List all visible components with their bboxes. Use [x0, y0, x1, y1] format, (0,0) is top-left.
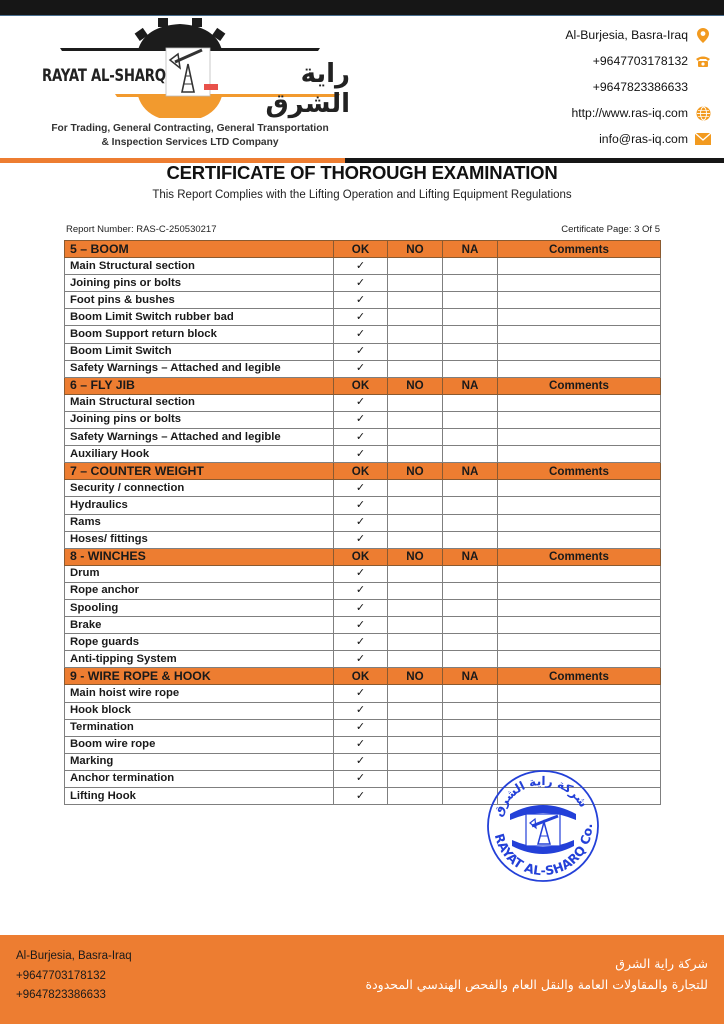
column-header-no: NO [388, 463, 443, 480]
ok-check-icon[interactable]: ✓ [334, 753, 388, 770]
company-stamp [478, 768, 608, 883]
na-cell[interactable] [443, 292, 498, 309]
table-row [65, 514, 661, 531]
footer-company-name-ar: شركة راية الشرق [615, 956, 708, 971]
item-label: Main hoist wire rope [65, 685, 334, 702]
comments-cell[interactable] [498, 394, 661, 411]
no-cell[interactable] [388, 582, 443, 599]
column-header-na: NA [443, 377, 498, 394]
location-pin-icon [694, 27, 712, 43]
item-label: Security / connection [65, 480, 334, 497]
stamp-seal-icon [478, 768, 608, 883]
contact-email-link[interactable]: info@ras-iq.com [599, 132, 688, 146]
item-label: Spooling [65, 599, 334, 616]
na-cell[interactable] [443, 480, 498, 497]
report-number: Report Number: RAS-C-250530217 [66, 224, 217, 235]
comments-cell[interactable] [498, 634, 661, 651]
no-cell[interactable] [388, 617, 443, 634]
table-row [65, 719, 661, 736]
ok-check-icon[interactable]: ✓ [334, 275, 388, 292]
no-cell[interactable] [388, 702, 443, 719]
top-bar [0, 0, 724, 16]
contact-website-link[interactable]: http://www.ras-iq.com [571, 106, 688, 120]
ok-check-icon[interactable]: ✓ [334, 582, 388, 599]
item-label: Termination [65, 719, 334, 736]
table-row [65, 702, 661, 719]
table-row [65, 343, 661, 360]
ok-check-icon[interactable]: ✓ [334, 258, 388, 275]
comments-cell[interactable] [498, 651, 661, 668]
na-cell[interactable] [443, 446, 498, 463]
na-cell[interactable] [443, 429, 498, 446]
certificate-page: Certificate Page: 3 Of 5 [561, 224, 660, 235]
column-header-na: NA [443, 548, 498, 565]
no-cell[interactable] [388, 634, 443, 651]
no-cell[interactable] [388, 753, 443, 770]
ok-check-icon[interactable]: ✓ [334, 343, 388, 360]
ok-check-icon[interactable]: ✓ [334, 565, 388, 582]
item-label: Joining pins or bolts [65, 275, 334, 292]
document-subtitle: This Report Complies with the Lifting Operation and Lifting Equipment Regulations [152, 189, 572, 201]
na-cell[interactable] [443, 343, 498, 360]
contact-phone-1[interactable] [452, 48, 712, 74]
comments-cell[interactable] [498, 275, 661, 292]
comments-cell[interactable] [498, 309, 661, 326]
item-label: Drum [65, 565, 334, 582]
document-title: CERTIFICATE OF THOROUGH EXAMINATION [166, 162, 558, 183]
no-cell[interactable] [388, 429, 443, 446]
comments-cell[interactable] [498, 258, 661, 275]
column-header-comments: Comments [498, 668, 661, 685]
table-row [65, 411, 661, 428]
section-title: 8 - WINCHES [65, 548, 334, 565]
ok-check-icon[interactable]: ✓ [334, 531, 388, 548]
comments-cell[interactable] [498, 292, 661, 309]
item-label: Main Structural section [65, 394, 334, 411]
na-cell[interactable] [443, 309, 498, 326]
column-header-no: NO [388, 668, 443, 685]
table-row [65, 394, 661, 411]
item-label: Anti-tipping System [65, 651, 334, 668]
section-title: 5 – BOOM [65, 241, 334, 258]
item-label: Rope guards [65, 634, 334, 651]
ok-check-icon[interactable]: ✓ [334, 719, 388, 736]
section-header-row [65, 377, 661, 394]
na-cell[interactable] [443, 565, 498, 582]
contact-website[interactable] [452, 100, 712, 126]
footer-contacts [16, 947, 132, 1006]
telephone-icon [694, 53, 712, 69]
ok-check-icon[interactable]: ✓ [334, 599, 388, 616]
na-cell[interactable] [443, 702, 498, 719]
company-logo [20, 18, 350, 153]
contact-phone-2-text[interactable]: +9647823386633 [592, 80, 688, 94]
item-label: Rams [65, 514, 334, 531]
stamp-arabic-text: شركة راية الشرق [490, 773, 591, 819]
section-title: 7 – COUNTER WEIGHT [65, 463, 334, 480]
comments-cell[interactable] [498, 343, 661, 360]
no-cell[interactable] [388, 326, 443, 343]
examination-table-body [65, 241, 661, 805]
comments-cell[interactable] [498, 531, 661, 548]
column-header-comments: Comments [498, 377, 661, 394]
comments-cell[interactable] [498, 497, 661, 514]
comments-cell[interactable] [498, 702, 661, 719]
na-cell[interactable] [443, 685, 498, 702]
na-cell[interactable] [443, 514, 498, 531]
comments-cell[interactable] [498, 326, 661, 343]
contact-phone-2[interactable] [452, 74, 712, 100]
no-cell[interactable] [388, 770, 443, 787]
table-row [65, 429, 661, 446]
no-cell[interactable] [388, 685, 443, 702]
table-row [65, 582, 661, 599]
no-cell[interactable] [388, 275, 443, 292]
footer-company-desc-ar: للتجارة والمقاولات العامة والنقل العام والفحص الهندسي المحدودة [365, 977, 708, 992]
no-cell[interactable] [388, 394, 443, 411]
no-cell[interactable] [388, 343, 443, 360]
logo-name-ar: راية الشرق [265, 59, 350, 119]
ok-check-icon[interactable]: ✓ [334, 446, 388, 463]
section-header-row [65, 668, 661, 685]
item-label: Hoses/ fittings [65, 531, 334, 548]
column-header-na: NA [443, 668, 498, 685]
comments-cell[interactable] [498, 617, 661, 634]
ok-check-icon[interactable]: ✓ [334, 788, 388, 805]
header-contacts [452, 22, 712, 152]
na-cell[interactable] [443, 736, 498, 753]
column-header-ok: OK [334, 463, 388, 480]
na-cell[interactable] [443, 634, 498, 651]
comments-cell[interactable] [498, 480, 661, 497]
item-label: Rope anchor [65, 582, 334, 599]
logo-name-en: RAYAT AL-SHARQ [42, 66, 166, 86]
item-label: Auxiliary Hook [65, 446, 334, 463]
item-label: Foot pins & bushes [65, 292, 334, 309]
globe-icon [694, 105, 712, 121]
no-cell[interactable] [388, 788, 443, 805]
no-cell[interactable] [388, 514, 443, 531]
na-cell[interactable] [443, 360, 498, 377]
column-header-comments: Comments [498, 548, 661, 565]
footer-phone-2[interactable]: +9647823386633 [16, 989, 106, 1001]
item-label: Safety Warnings – Attached and legible [65, 429, 334, 446]
na-cell[interactable] [443, 531, 498, 548]
ok-check-icon[interactable]: ✓ [334, 480, 388, 497]
table-row [65, 685, 661, 702]
examination-table [64, 240, 661, 805]
column-header-no: NO [388, 241, 443, 258]
table-row [65, 360, 661, 377]
no-cell[interactable] [388, 292, 443, 309]
ok-check-icon[interactable]: ✓ [334, 617, 388, 634]
no-cell[interactable] [388, 411, 443, 428]
item-label: Joining pins or bolts [65, 411, 334, 428]
no-cell[interactable] [388, 360, 443, 377]
item-label: Hydraulics [65, 497, 334, 514]
no-cell[interactable] [388, 531, 443, 548]
no-cell[interactable] [388, 651, 443, 668]
table-row [65, 309, 661, 326]
column-header-na: NA [443, 241, 498, 258]
comments-cell[interactable] [498, 514, 661, 531]
item-label: Marking [65, 753, 334, 770]
ok-check-icon[interactable]: ✓ [334, 685, 388, 702]
item-label: Hook block [65, 702, 334, 719]
no-cell[interactable] [388, 497, 443, 514]
na-cell[interactable] [443, 275, 498, 292]
footer-address: Al-Burjesia, Basra-Iraq [16, 950, 132, 962]
section-title: 9 - WIRE ROPE & HOOK [65, 668, 334, 685]
no-cell[interactable] [388, 719, 443, 736]
table-row [65, 736, 661, 753]
comments-cell[interactable] [498, 446, 661, 463]
no-cell[interactable] [388, 736, 443, 753]
contact-address [452, 22, 712, 48]
comments-cell[interactable] [498, 685, 661, 702]
no-cell[interactable] [388, 258, 443, 275]
stamp-english-text: RAYAT AL-SHARQ Co. [491, 823, 596, 879]
ok-check-icon[interactable]: ✓ [334, 429, 388, 446]
envelope-icon [694, 131, 712, 147]
comments-cell[interactable] [498, 429, 661, 446]
column-header-ok: OK [334, 241, 388, 258]
section-header-row [65, 241, 661, 258]
table-row [65, 480, 661, 497]
na-cell[interactable] [443, 651, 498, 668]
ok-check-icon[interactable]: ✓ [334, 497, 388, 514]
ok-check-icon[interactable]: ✓ [334, 394, 388, 411]
na-cell[interactable] [443, 617, 498, 634]
column-header-comments: Comments [498, 463, 661, 480]
table-row [65, 634, 661, 651]
ok-check-icon[interactable]: ✓ [334, 634, 388, 651]
na-cell[interactable] [443, 411, 498, 428]
no-cell[interactable] [388, 599, 443, 616]
table-row [65, 258, 661, 275]
contact-address-text: Al-Burjesia, Basra-Iraq [565, 28, 688, 42]
table-row [65, 292, 661, 309]
table-row [65, 565, 661, 582]
ok-check-icon[interactable]: ✓ [334, 360, 388, 377]
item-label: Brake [65, 617, 334, 634]
na-cell[interactable] [443, 719, 498, 736]
comments-cell[interactable] [498, 411, 661, 428]
contact-phone-1-text[interactable]: +9647703178132 [592, 54, 688, 68]
na-cell[interactable] [443, 326, 498, 343]
table-row [65, 446, 661, 463]
logo-tagline-line1: For Trading, General Contracting, General Transportation [51, 123, 329, 134]
comments-cell[interactable] [498, 360, 661, 377]
ok-check-icon[interactable]: ✓ [334, 411, 388, 428]
na-cell[interactable] [443, 394, 498, 411]
item-label: Main Structural section [65, 258, 334, 275]
na-cell[interactable] [443, 497, 498, 514]
comments-cell[interactable] [498, 582, 661, 599]
ok-check-icon[interactable]: ✓ [334, 514, 388, 531]
table-row [65, 275, 661, 292]
item-label: Boom wire rope [65, 736, 334, 753]
item-label: Anchor termination [65, 770, 334, 787]
column-header-ok: OK [334, 377, 388, 394]
comments-cell[interactable] [498, 719, 661, 736]
no-cell[interactable] [388, 480, 443, 497]
ok-check-icon[interactable]: ✓ [334, 770, 388, 787]
table-row [65, 497, 661, 514]
table-row [65, 651, 661, 668]
item-label: Safety Warnings – Attached and legible [65, 360, 334, 377]
no-cell[interactable] [388, 309, 443, 326]
ok-check-icon[interactable]: ✓ [334, 309, 388, 326]
column-header-ok: OK [334, 668, 388, 685]
ok-check-icon[interactable]: ✓ [334, 651, 388, 668]
no-cell[interactable] [388, 446, 443, 463]
column-header-na: NA [443, 463, 498, 480]
ok-check-icon[interactable]: ✓ [334, 326, 388, 343]
contact-email[interactable] [452, 126, 712, 152]
item-label: Boom Limit Switch [65, 343, 334, 360]
logo-tagline-line2: & Inspection Services LTD Company [101, 137, 279, 148]
column-header-no: NO [388, 377, 443, 394]
item-label: Boom Limit Switch rubber bad [65, 309, 334, 326]
section-header-row [65, 548, 661, 565]
footer-phone-1[interactable]: +9647703178132 [16, 969, 106, 982]
item-label: Boom Support return block [65, 326, 334, 343]
column-header-comments: Comments [498, 241, 661, 258]
item-label: Lifting Hook [65, 788, 334, 805]
section-header-row [65, 463, 661, 480]
ok-check-icon[interactable]: ✓ [334, 292, 388, 309]
table-row [65, 599, 661, 616]
footer-company-arabic [366, 953, 708, 995]
na-cell[interactable] [443, 582, 498, 599]
table-row [65, 531, 661, 548]
ok-check-icon[interactable]: ✓ [334, 736, 388, 753]
comments-cell[interactable] [498, 599, 661, 616]
no-cell[interactable] [388, 565, 443, 582]
comments-cell[interactable] [498, 736, 661, 753]
na-cell[interactable] [443, 258, 498, 275]
page-footer [0, 935, 724, 1024]
comments-cell[interactable] [498, 565, 661, 582]
column-header-no: NO [388, 548, 443, 565]
table-row [65, 617, 661, 634]
na-cell[interactable] [443, 599, 498, 616]
ok-check-icon[interactable]: ✓ [334, 702, 388, 719]
column-header-ok: OK [334, 548, 388, 565]
table-row [65, 326, 661, 343]
section-title: 6 – FLY JIB [65, 377, 334, 394]
